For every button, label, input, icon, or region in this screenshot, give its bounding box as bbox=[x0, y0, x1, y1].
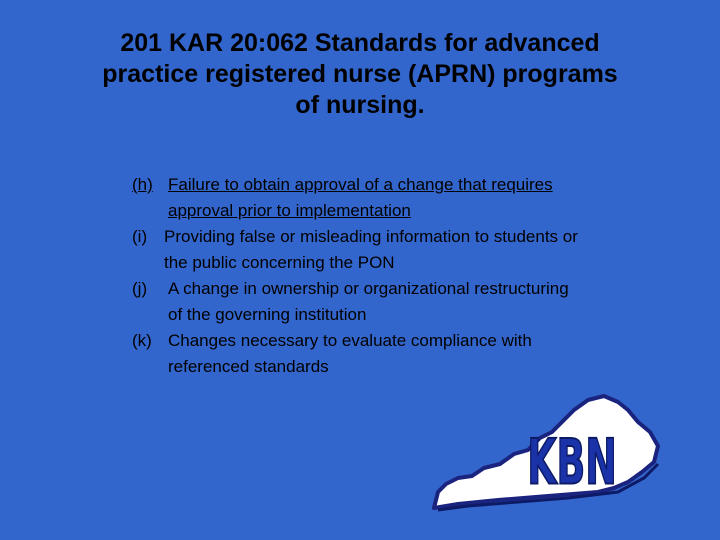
list-item-text bbox=[168, 276, 692, 328]
list-item-line: of the governing institution bbox=[168, 305, 367, 324]
list-item-line: referenced standards bbox=[168, 357, 329, 376]
slide-title-line-1: 201 KAR 20:062 Standards for advanced bbox=[120, 29, 600, 57]
slide-title bbox=[40, 28, 680, 121]
list-item-h bbox=[132, 172, 692, 224]
list-marker: (j) bbox=[132, 279, 148, 298]
slide-title-line-2: practice registered nurse (APRN) programs bbox=[102, 60, 618, 88]
slide-title-line-3: of nursing. bbox=[295, 91, 425, 119]
list-item-j bbox=[132, 276, 692, 328]
list-item-i bbox=[132, 224, 692, 276]
list-item-k bbox=[132, 328, 692, 380]
list-item-line: A change in ownership or organizational restructuring bbox=[168, 279, 569, 298]
list-marker: (h) bbox=[132, 175, 153, 194]
list-item-text bbox=[164, 224, 692, 276]
kbn-logo-text: KBN bbox=[527, 426, 617, 500]
list-item-line: Failure to obtain approval of a change that requires bbox=[168, 175, 553, 194]
kbn-kentucky-logo bbox=[428, 392, 664, 516]
list-item-line: approval prior to implementation bbox=[168, 201, 411, 220]
provision-list bbox=[132, 172, 692, 380]
list-item-text bbox=[168, 172, 692, 224]
list-item-line: Changes necessary to evaluate compliance with bbox=[168, 331, 532, 350]
list-item-line: the public concerning the PON bbox=[164, 253, 395, 272]
list-marker: (i) bbox=[132, 227, 148, 246]
list-item-line: Providing false or misleading information to students or bbox=[164, 227, 578, 246]
list-marker: (k) bbox=[132, 331, 152, 350]
list-item-text bbox=[168, 328, 692, 380]
